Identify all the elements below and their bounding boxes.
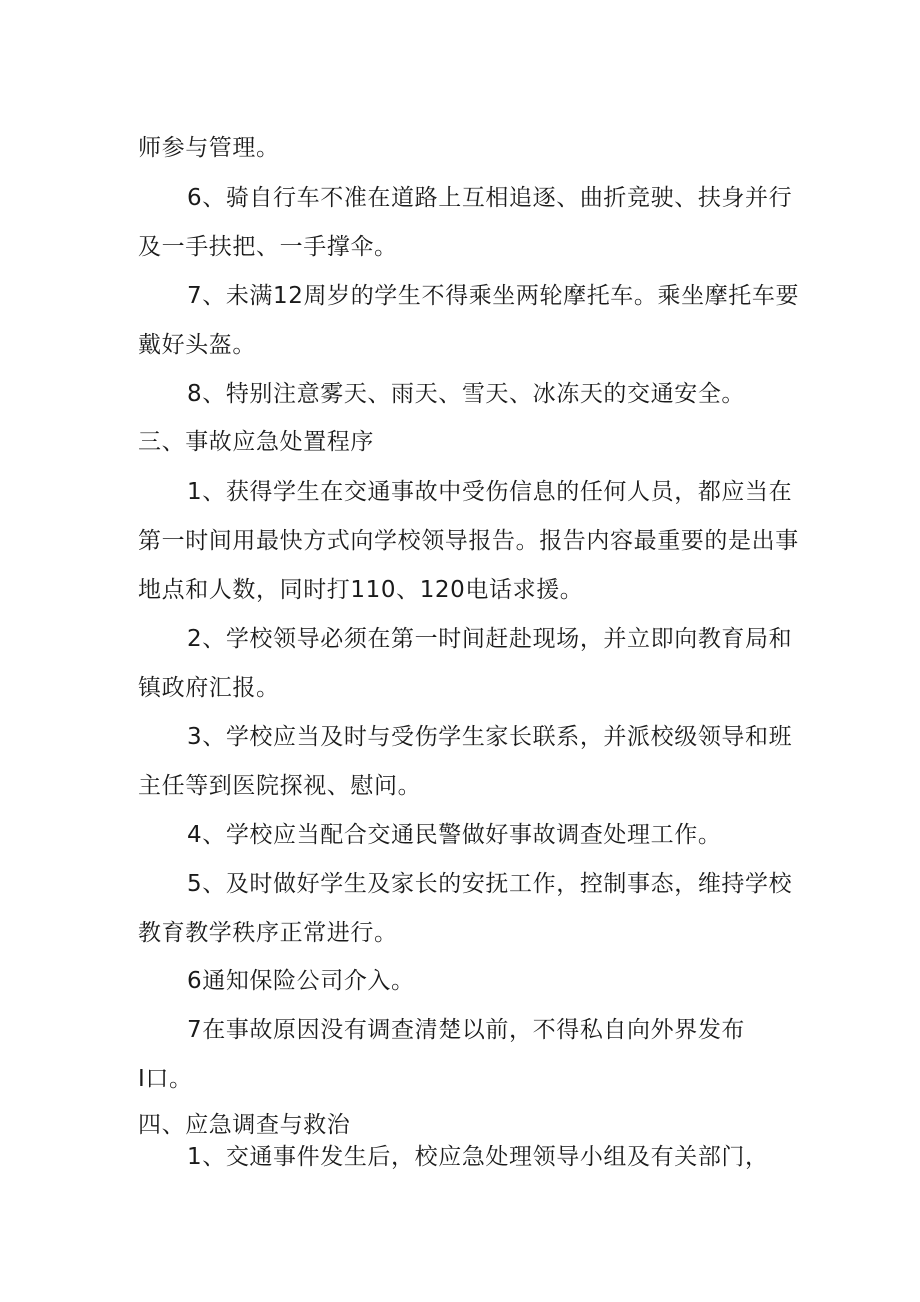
text-line: 7在事故原因没有调查清楚以前，不得私自向外界发布 xyxy=(187,1017,746,1043)
text-line: 6通知保险公司介入。 xyxy=(187,968,415,994)
text-line: 1、获得学生在交通事故中受伤信息的任何人员，都应当在 xyxy=(187,479,793,505)
text-line: 教育教学秩序正常进行。 xyxy=(138,920,398,946)
section-heading: 四、应急调查与救治 xyxy=(138,1112,351,1138)
text-line: 4、学校应当配合交通民警做好事故调查处理工作。 xyxy=(187,822,722,848)
text-line: 地点和人数，同时打110、120电话求援。 xyxy=(138,577,584,603)
text-line: 镇政府汇报。 xyxy=(138,675,280,701)
text-line: 2、学校领导必须在第一时间赶赴现场，并立即向教育局和 xyxy=(187,626,793,652)
text-line: 8、特别注意雾天、雨天、雪天、冰冻天的交通安全。 xyxy=(187,381,746,407)
text-line: 及一手扶把、一手撑伞。 xyxy=(138,234,398,260)
text-line: 第一时间用最快方式向学校领导报告。报告内容最重要的是出事 xyxy=(138,528,799,554)
text-line: I口。 xyxy=(138,1066,193,1092)
text-line: 戴好头盔。 xyxy=(138,332,256,358)
text-line: 6、骑自行车不准在道路上互相追逐、曲折竞驶、扶身并行 xyxy=(187,185,793,211)
text-line: 师参与管理。 xyxy=(138,135,280,161)
text-line: 5、及时做好学生及家长的安抚工作，控制事态，维持学校 xyxy=(187,871,793,897)
text-line: 1、交通事件发生后，校应急处理领导小组及有关部门， xyxy=(187,1144,769,1170)
text-line: 主任等到医院探视、慰问。 xyxy=(138,773,422,799)
text-line: 7、未满12周岁的学生不得乘坐两轮摩托车。乘坐摩托车要 xyxy=(187,283,800,309)
text-line: 3、学校应当及时与受伤学生家长联系，并派校级领导和班 xyxy=(187,724,793,750)
section-heading: 三、事故应急处置程序 xyxy=(138,429,374,455)
